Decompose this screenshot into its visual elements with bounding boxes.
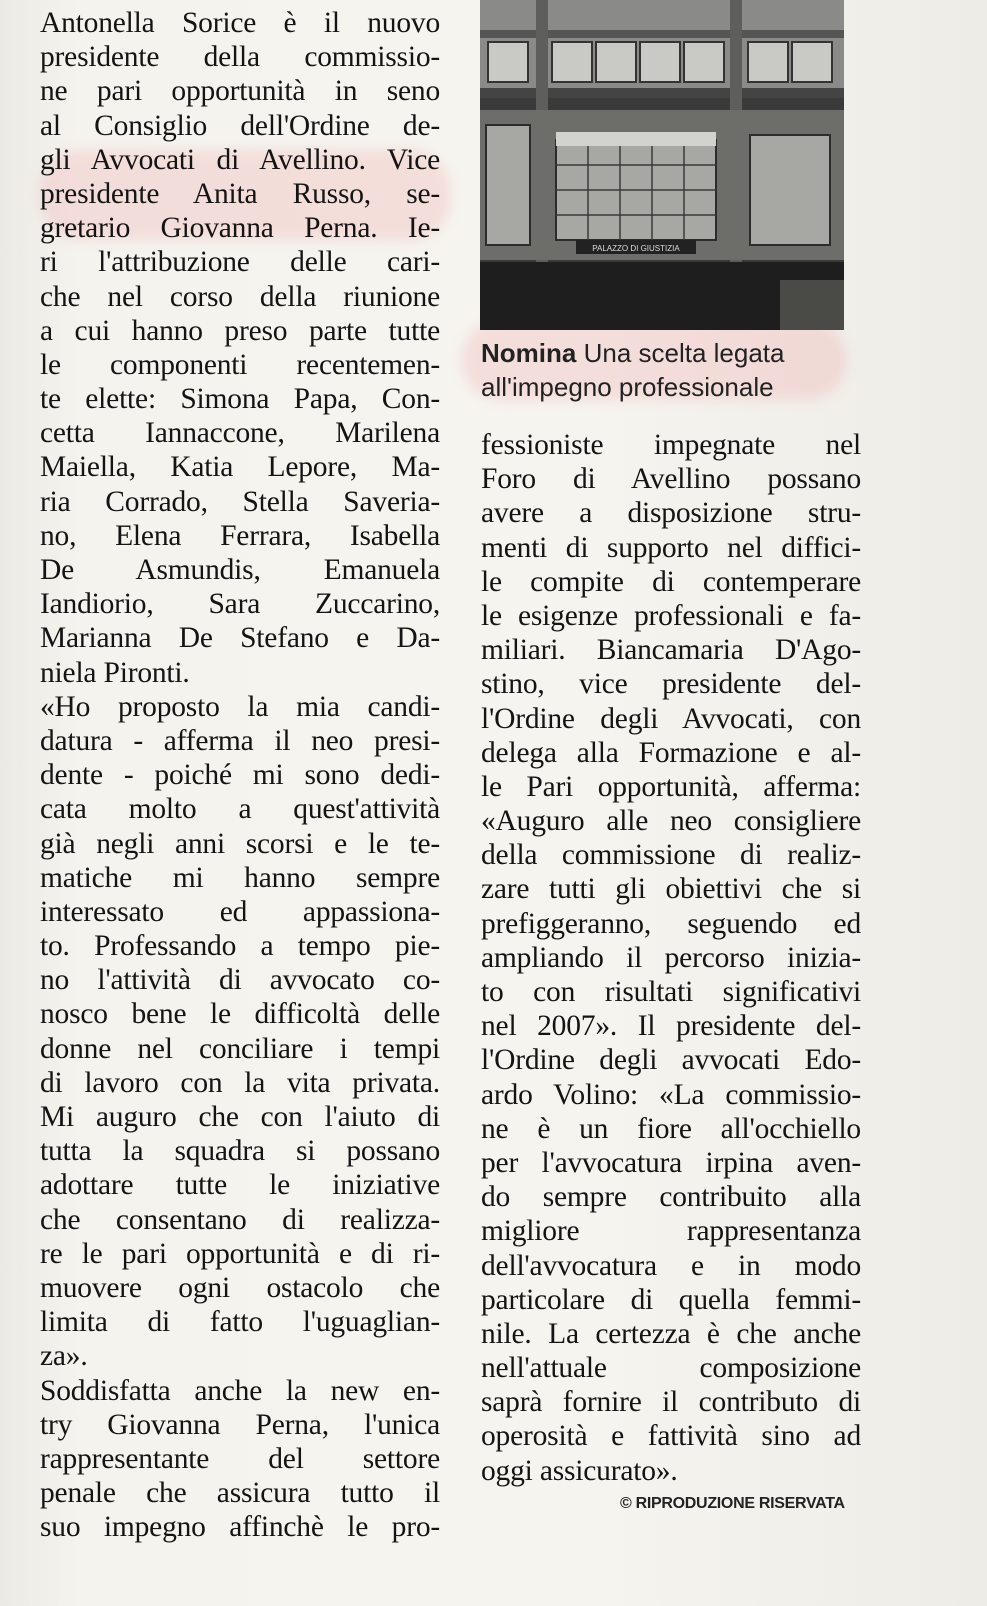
article-line: fessioniste impegnate nel — [481, 429, 861, 461]
article-line: ri l'attribuzione delle cari- — [40, 246, 440, 279]
article-line: cata molto a quest'attività — [40, 793, 440, 826]
article-line: to. Professando a tempo pie- — [40, 930, 440, 963]
article-line: menti di supporto nel diffici- — [481, 531, 861, 564]
article-line: no l'attività di avvocato co- — [40, 964, 440, 997]
article-line: donne nel conciliare i tempi — [40, 1032, 440, 1065]
caption-kicker: Nomina — [481, 338, 577, 368]
article-line: adottare tutte le iniziative — [40, 1169, 440, 1202]
article-line: per l'avvocatura irpina aven- — [481, 1146, 861, 1179]
article-line: dell'avvocatura e in modo — [481, 1249, 861, 1282]
article-line: penale che assicura tutto il — [40, 1477, 440, 1510]
article-line: to con risultati significativi — [481, 976, 861, 1008]
article-line: suo impegno affinchè le pro- — [40, 1511, 440, 1544]
article-line: le componenti recentemen- — [40, 348, 440, 381]
article-line: nile. La certezza è che anche — [481, 1317, 861, 1350]
caption-text: Una scelta legata all'impegno professionale — [481, 338, 785, 402]
article-line: Soddisfatta anche la new en- — [40, 1374, 440, 1407]
article-line: datura - afferma il neo presi- — [40, 724, 440, 757]
article-line: Mi auguro che con l'aiuto di — [40, 1101, 440, 1133]
article-line: a cui hanno preso parte tutte — [40, 314, 440, 347]
article-line: De Asmundis, Emanuela — [40, 554, 440, 586]
article-line: no, Elena Ferrara, Isabella — [40, 519, 440, 552]
article-line: interessato ed appassiona- — [40, 895, 440, 928]
article-line: miliari. Biancamaria D'Ago- — [481, 634, 861, 667]
article-line: avere a disposizione stru- — [481, 497, 861, 530]
article-line: prefiggeranno, seguendo ed — [481, 907, 861, 940]
article-line: operosità e fattività sino ad — [481, 1420, 861, 1453]
article-line: «Ho proposto la mia candi- — [40, 690, 440, 723]
article-line: Foro di Avellino possano — [481, 463, 861, 496]
article-line: oggi assicurato». — [481, 1454, 678, 1487]
article-line: nel 2007». Il presidente del- — [481, 1010, 861, 1043]
article-line: re le pari opportunità e di ri- — [40, 1237, 440, 1270]
article-line: zare tutti gli obiettivi che si — [481, 873, 861, 906]
article-line: le compite di contemperare — [481, 565, 861, 598]
building-image — [480, 0, 844, 330]
article-line: ardo Volino: «La commissio- — [481, 1078, 861, 1111]
article-line: particolare di quella femmi- — [481, 1283, 861, 1316]
article-line: muovere ogni ostacolo che — [40, 1271, 440, 1304]
article-line: try Giovanna Perna, l'unica — [40, 1408, 440, 1441]
article-line: nosco bene le difficoltà delle — [40, 998, 440, 1031]
article-line: Marianna De Stefano e Da- — [40, 622, 440, 655]
article-line: le Pari opportunità, afferma: — [481, 770, 861, 803]
article-line: rappresentante del settore — [40, 1442, 440, 1475]
article-line: di lavoro con la vita privata. — [40, 1066, 440, 1099]
article-line: stino, vice presidente del- — [481, 668, 861, 701]
article-line: ampliando il percorso inizia- — [481, 941, 861, 974]
article-line: già negli anni scorsi e le te- — [40, 827, 440, 860]
article-line: che consentano di realizza- — [40, 1203, 440, 1236]
court-building-photo — [480, 0, 844, 330]
article-line: za». — [40, 1340, 88, 1373]
article-line: do sempre contribuito alla — [481, 1181, 861, 1214]
article-line: delega alla Formazione e al- — [481, 736, 861, 769]
article-line: migliore rappresentanza — [481, 1215, 861, 1248]
article-line: gretario Giovanna Perna. Ie- — [40, 212, 440, 245]
article-line: Iandiorio, Sara Zuccarino, — [40, 588, 440, 621]
copyright-notice: © RIPRODUZIONE RISERVATA — [620, 1495, 845, 1512]
article-line: ne pari opportunità in seno — [40, 75, 440, 108]
article-line: l'Ordine degli Avvocati, con — [481, 702, 861, 735]
article-line: dente - poiché mi sono dedi- — [40, 759, 440, 792]
article-line: della commissione di realiz- — [481, 839, 861, 872]
article-line: cetta Iannaccone, Marilena — [40, 417, 440, 450]
article-line: Maiella, Katia Lepore, Ma- — [40, 451, 440, 484]
article-line: presidente della commissio- — [40, 41, 440, 74]
article-line: al Consiglio dell'Ordine de- — [40, 109, 440, 142]
article-line: nell'attuale composizione — [481, 1352, 861, 1385]
article-line: tutta la squadra si possano — [40, 1135, 440, 1168]
article-right-column — [481, 428, 861, 1488]
article-line: gli Avvocati di Avellino. Vice — [40, 143, 440, 176]
article-left-column — [40, 6, 440, 1544]
photo-caption — [481, 336, 861, 404]
article-line: «Auguro alle neo consigliere — [481, 805, 861, 838]
article-line: saprà fornire il contributo di — [481, 1386, 861, 1419]
article-line: matiche mi hanno sempre — [40, 861, 440, 894]
building-sign-text: PALAZZO DI GIUSTIZIA — [592, 244, 680, 253]
article-line: Antonella Sorice è il nuovo — [40, 7, 440, 39]
article-line: l'Ordine degli avvocati Edo- — [481, 1044, 861, 1077]
article-line: limita di fatto l'uguaglian- — [40, 1306, 440, 1339]
article-line: che nel corso della riunione — [40, 280, 440, 313]
article-line: le esigenze professionali e fa- — [481, 599, 861, 632]
article-line: te elette: Simona Papa, Con- — [40, 383, 440, 416]
article-line: ne è un fiore all'occhiello — [481, 1112, 861, 1145]
article-line: presidente Anita Russo, se- — [40, 177, 440, 210]
article-line: ria Corrado, Stella Saveria- — [40, 485, 440, 518]
article-line: niela Pironti. — [40, 656, 190, 689]
